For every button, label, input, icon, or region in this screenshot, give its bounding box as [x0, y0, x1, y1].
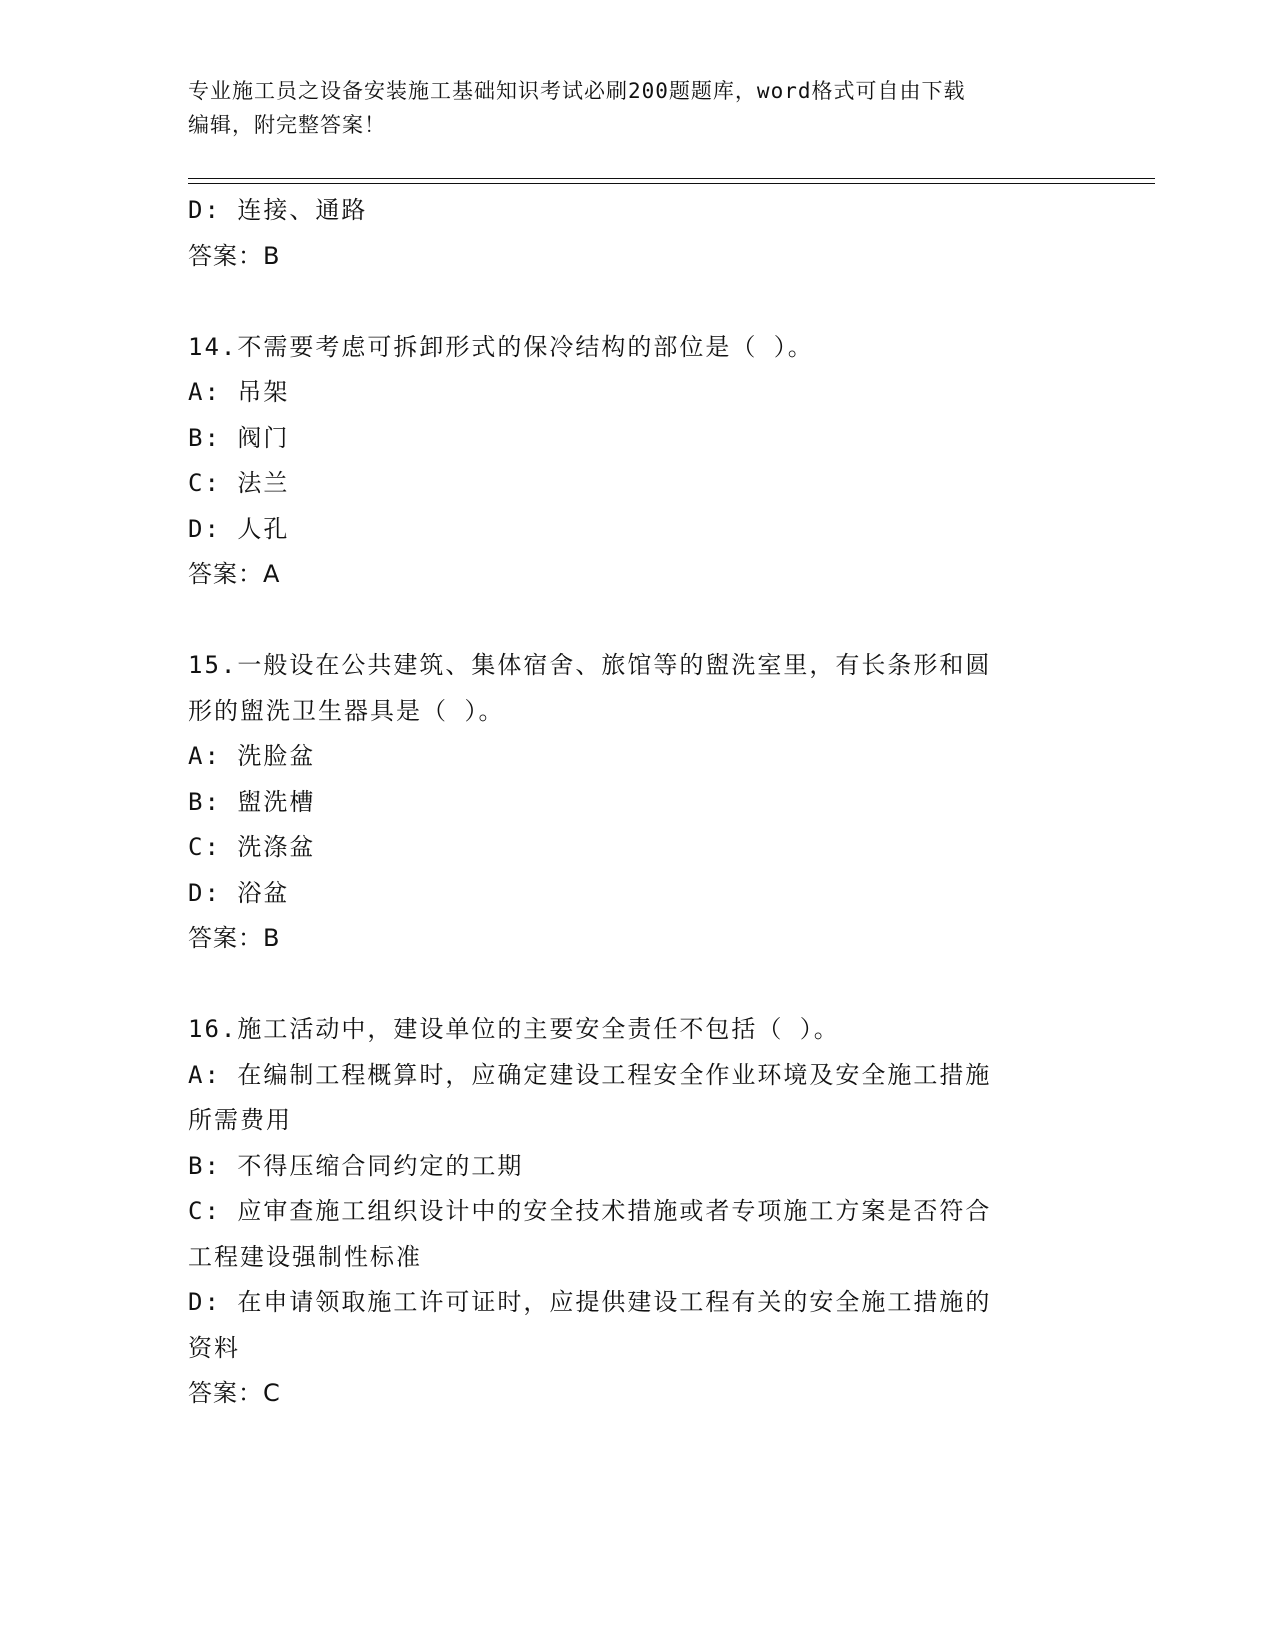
question-15-option-c: C: 洗涤盆 — [188, 833, 316, 861]
question-16-option-b: B: 不得压缩合同约定的工期 — [188, 1151, 524, 1180]
question-16-answer: 答案：C — [188, 1379, 281, 1407]
question-16-option-d-line-2: 资料 — [188, 1333, 240, 1362]
question-15-option-a: A: 洗脸盆 — [188, 742, 316, 770]
question-16-option-a-line-2: 所需费用 — [188, 1106, 292, 1134]
question-15-option-b: B: 盥洗槽 — [188, 787, 316, 816]
question-14-answer: 答案：A — [188, 560, 281, 588]
question-16-option-c-line-1: C: 应审查施工组织设计中的安全技术措施或者专项施工方案是否符合 — [188, 1197, 992, 1225]
header-title-line-2: 编辑，附完整答案！ — [188, 113, 386, 137]
question-16-option-c-line-2: 工程建设强制性标准 — [188, 1242, 422, 1271]
spacer — [188, 279, 1078, 325]
question-14-option-d: D: 人孔 — [188, 514, 290, 543]
spacer — [188, 598, 1078, 644]
question-15-answer: 答案：B — [188, 924, 281, 952]
question-14-option-c: C: 法兰 — [188, 469, 290, 497]
prev-question-option-d: D: 连接、通路 — [188, 196, 368, 224]
question-14-stem: 14.不需要考虑可拆卸形式的保冷结构的部位是（ ）。 — [188, 332, 814, 361]
spacer — [188, 962, 1078, 1008]
question-15-option-d: D: 浴盆 — [188, 878, 290, 907]
question-list — [188, 188, 1078, 1417]
question-14-option-a: A: 吊架 — [188, 378, 290, 406]
question-15-stem-line-2: 形的盥洗卫生器具是（ ）。 — [188, 696, 505, 725]
question-16-option-d-line-1: D: 在申请领取施工许可证时，应提供建设工程有关的安全施工措施的 — [188, 1288, 992, 1316]
header-divider-bottom — [188, 183, 1155, 184]
header-title-line-1: 专业施工员之设备安装施工基础知识考试必刷200题题库，word格式可自由下载 — [188, 79, 966, 103]
prev-question-answer: 答案：B — [188, 241, 281, 270]
document-header — [188, 74, 1068, 142]
header-divider-top — [188, 178, 1155, 179]
question-15 — [188, 643, 1078, 962]
question-16 — [188, 1007, 1078, 1417]
question-14 — [188, 325, 1078, 598]
question-14-option-b: B: 阀门 — [188, 423, 290, 452]
question-16-option-a-line-1: A: 在编制工程概算时，应确定建设工程安全作业环境及安全施工措施 — [188, 1060, 992, 1089]
question-15-stem-line-1: 15.一般设在公共建筑、集体宿舍、旅馆等的盥洗室里，有长条形和圆 — [188, 651, 992, 679]
question-16-stem: 16.施工活动中，建设单位的主要安全责任不包括（ ）。 — [188, 1015, 840, 1043]
